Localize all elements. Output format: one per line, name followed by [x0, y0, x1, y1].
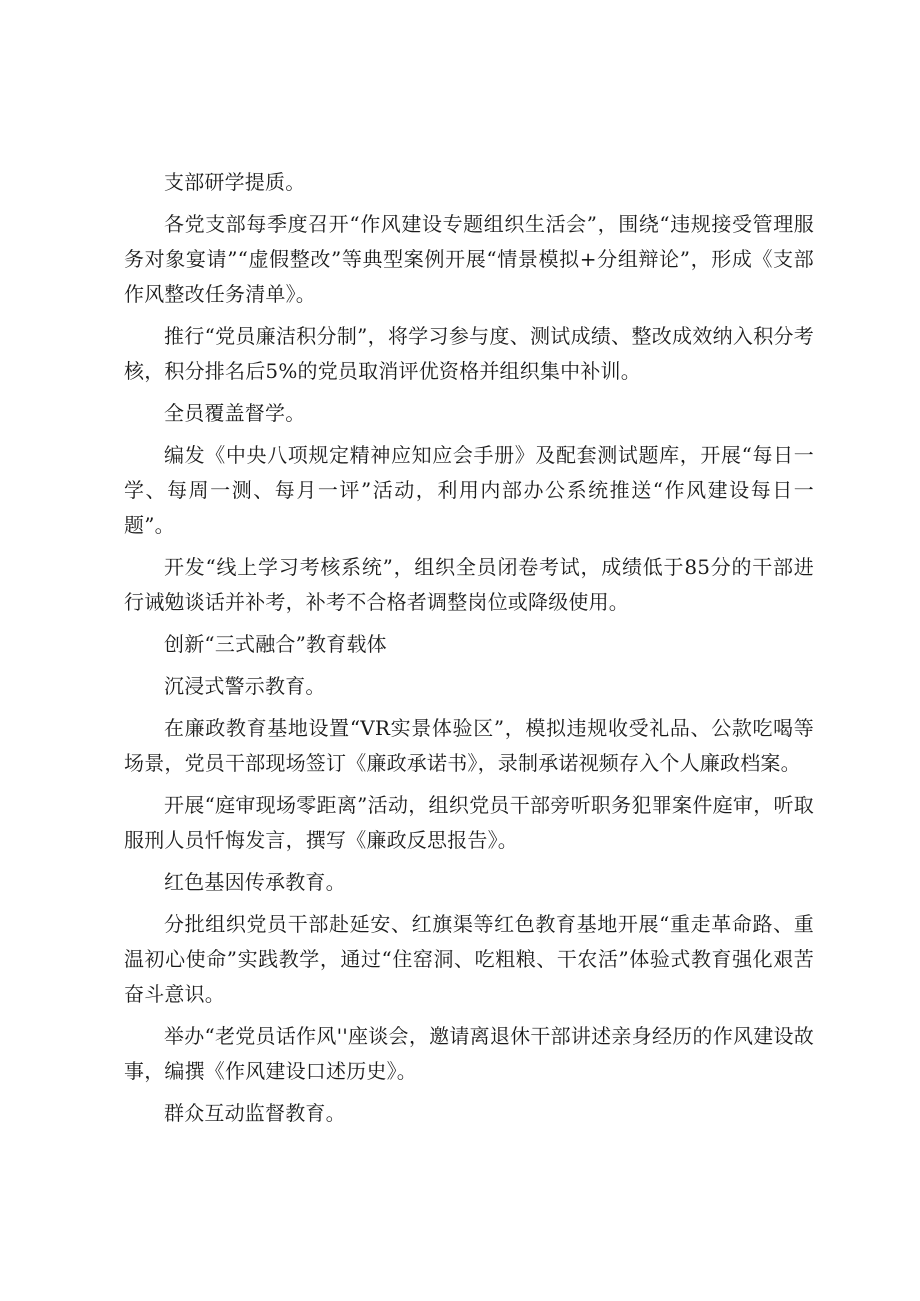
- paragraph: 在廉政教育基地设置“VR实景体验区”，模拟违规收受礼品、公款吃喝等场景，党员干部现场签订《廉政承诺书》，录制承诺视频存入个人廉政档案。: [124, 716, 814, 775]
- paragraph: 开发“线上学习考核系统”，组织全员闭卷考试，成绩低于85分的干部进行诫勉谈话并补考，补考不合格者调整岗位或降级使用。: [124, 555, 814, 614]
- paragraph-heading: 沉浸式警示教育。: [164, 674, 326, 698]
- paragraph-heading: 红色基因传承教育。: [164, 870, 346, 894]
- paragraph: 分批组织党员干部赴延安、红旗渠等红色教育基地开展“重走革命路、重温初心使命”实践教学，通过“住窑洞、吃粗粮、干农活”体验式教育强化艰苦奋斗意识。: [124, 912, 814, 1006]
- paragraph-heading: 群众互动监督教育。: [164, 1101, 346, 1125]
- paragraph: 推行“党员廉洁积分制”，将学习参与度、测试成绩、整改成效纳入积分考核，积分排名后5%的党员取消评优资格并组织集中补训。: [124, 324, 814, 383]
- section-heading: 创新“三式融合”教育载体: [164, 632, 387, 656]
- paragraph: 编发《中央八项规定精神应知应会手册》及配套测试题库，开展“每日一学、每周一测、每月一评”活动，利用内部办公系统推送“作风建设每日一题”。: [124, 443, 814, 537]
- paragraph: 各党支部每季度召开“作风建设专题组织生活会”，围绕“违规接受管理服务对象宴请”“虚假整改”等典型案例开展“情景模拟+分组辩论”，形成《支部作风整改任务清单》。: [124, 212, 814, 306]
- paragraph-heading: 支部研学提质。: [164, 170, 306, 194]
- paragraph: 举办“老党员话作风''座谈会，邀请离退休干部讲述亲身经历的作风建设故事，编撰《作风建设口述历史》。: [124, 1024, 814, 1083]
- paragraph-heading: 全员覆盖督学。: [164, 401, 306, 425]
- paragraph: 开展“庭审现场零距离”活动，组织党员干部旁听职务犯罪案件庭审，听取服刑人员忏悔发言，撰写《廉政反思报告》。: [124, 793, 814, 852]
- document-body: [124, 165, 814, 1138]
